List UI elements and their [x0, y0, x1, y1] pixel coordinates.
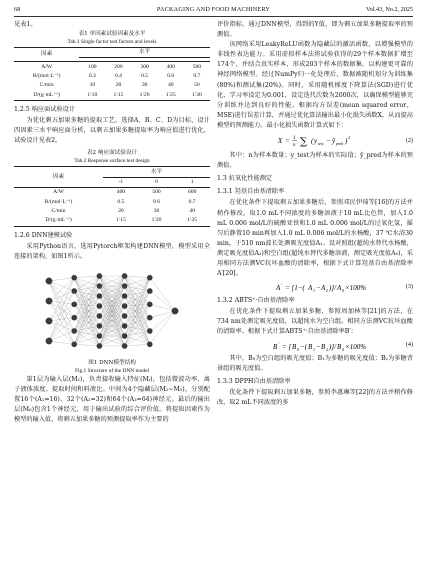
network-node	[97, 303, 102, 308]
svg-text:y: y	[314, 137, 318, 146]
svg-text:B: B	[337, 342, 342, 351]
network-node	[46, 278, 52, 284]
svg-text:×100%: ×100%	[345, 342, 367, 351]
equation-4	[217, 340, 413, 352]
table-row: C/min 10 20 30 40 50	[39, 82, 200, 89]
network-edge	[125, 276, 150, 278]
right-para-2: 该网络采用LeakyReLU函数为隐藏层的激活函数，以增强模型的非线性表达能力。采用虚拟样本法将试验获得的29个样本数据扩增至174个，并结合真实样本，形成203个样本的数据集。以构建更可靠的神经网络模型。经过NumPy归一化处理后，数据被随机划分为训练集(80%)和测试集(20%)。同时，采用随机梯度下降算法(SGD)进行优化，学习率设定为0.001，设定迭代次数为2000次，以确保模型能够充分训练并达到良好的性能。根据均方误差(mean squared error，MSE)进行误差计算，并通过优化算法输出最小化损失函数X，从而提高模型的预测能力。最小化损失函数计算式如下：	[217, 41, 413, 129]
network-edge	[49, 318, 74, 321]
table2: 因素 水平 -1 0 1 A/W 400 500 600 B/(mol·L⁻¹) 0.5 0.6 0.7 C/min 20 30 40 D/(g·mL⁻¹) 1∶15 1∶20 1∶25	[14, 166, 210, 226]
equation-3-number: (3)	[405, 283, 413, 291]
mse-formula	[260, 133, 370, 149]
table2-caption: 表2 响应面试验设计	[86, 150, 138, 157]
network-node	[97, 323, 102, 328]
svg-text:): )	[345, 137, 348, 146]
network-node	[46, 318, 52, 324]
network-edge	[49, 321, 74, 344]
network-node	[122, 343, 127, 348]
svg-text:−: −	[316, 342, 321, 351]
section-1-2-6-heading: 1.2.6 DNN建模试验	[14, 231, 73, 239]
section-1-3-3-heading: 1.3.3 DPPH自由基清除率	[217, 377, 291, 385]
network-node	[147, 275, 152, 280]
svg-text:′: ′	[278, 342, 280, 348]
network-node	[72, 275, 77, 280]
network-node	[122, 303, 127, 308]
network-node	[147, 302, 152, 307]
dnn-structure-figure	[37, 265, 187, 357]
right-para-7: 优化条件下提取剩五加果多糖，参照李惠琳等[22]的方法并稍作修改，取2 mL不同浓度的多	[217, 388, 413, 406]
table1-caption-en: Tab.1 Single factor test factors and levels	[67, 39, 157, 46]
section-1-2-5-text: 为优化剩五加果多糖的提取工艺，选择A、B、C、D为目标，设计四因素三水平响应面分析，以剩五加果多糖提取率为响应值进行优化，试验设计见表2。	[14, 117, 210, 145]
table1-level-header: 水平	[79, 48, 210, 58]
network-edge	[125, 304, 150, 306]
network-node	[97, 333, 102, 338]
network-edge	[150, 278, 175, 311]
network-node	[97, 343, 102, 348]
svg-text:pred: pred	[336, 141, 344, 147]
svg-text:0: 0	[342, 288, 344, 294]
page-number: 68	[14, 6, 21, 13]
network-edge	[74, 286, 99, 331]
network-edge	[49, 278, 74, 301]
svg-text:A: A	[276, 284, 281, 293]
svg-text:B: B	[273, 342, 278, 351]
network-node	[147, 342, 152, 347]
svg-text:2: 2	[326, 288, 328, 294]
svg-text:2: 2	[326, 346, 328, 352]
right-para-5: 在优化条件下提取剩五加果多糖，参照周加林等[21]的方法，在734 nm处测定吸光度值，以超纯水为空白组。相同方法测VC抗坏血酸的清除率。根据下式计算ABTS⁺·自由基清除率B′：	[217, 308, 413, 336]
network-edge	[150, 304, 175, 311]
network-edge	[49, 341, 74, 344]
volume-info: Vol.43, No.2, 2025	[366, 6, 413, 13]
svg-text:2: 2	[348, 135, 351, 141]
svg-text:−(: −(	[300, 342, 308, 351]
network-node	[46, 298, 52, 304]
network-node	[72, 315, 77, 320]
abts-formula	[267, 340, 367, 352]
svg-text:A: A	[337, 284, 342, 293]
network-node	[147, 288, 152, 293]
network-edge	[74, 344, 99, 346]
network-node	[72, 342, 77, 347]
network-edge	[49, 278, 74, 281]
svg-text:)]/: )]/	[329, 284, 336, 293]
table-row: D/(g·mL⁻¹) 1∶10 1∶15 1∶20 1∶25 1∶30	[14, 91, 210, 101]
network-node	[147, 315, 152, 320]
right-column	[217, 20, 413, 408]
network-edge	[49, 291, 74, 341]
network-edge	[74, 276, 99, 278]
svg-text:(: (	[311, 137, 314, 146]
section-1-3-1-heading: 1.3.1 羟基自由基清除率	[217, 188, 285, 196]
network-edge	[125, 291, 150, 336]
network-edge	[49, 304, 74, 341]
svg-text:B: B	[308, 342, 313, 351]
section-1-2-6-text: 采用Python语言，选用Pytorch框架构建DNN模型，模型采用全连接的架构，如图1所示。	[14, 242, 210, 260]
hydroxyl-formula	[270, 281, 367, 294]
network-edge	[74, 276, 99, 318]
svg-text:n: n	[293, 143, 296, 149]
left-column	[14, 20, 210, 425]
svg-text:ŷ: ŷ	[332, 137, 336, 146]
network-node	[122, 323, 127, 328]
network-edge	[150, 311, 175, 344]
network-edge	[150, 311, 175, 331]
table1-factor-header: 因素	[14, 48, 79, 62]
table2-caption-en: Tab.2 Response surface test design	[74, 158, 150, 165]
svg-text:test: test	[318, 141, 324, 147]
equation-2-number: (2)	[405, 137, 413, 145]
svg-text:)]/: )]/	[329, 342, 336, 351]
svg-text:−: −	[326, 137, 331, 146]
svg-text:0: 0	[297, 346, 299, 352]
network-edge	[125, 316, 150, 318]
intro-line: 见表1。	[14, 21, 37, 28]
svg-text:A: A	[321, 284, 326, 293]
table-row: B/(mol·L⁻¹) 0.3 0.4 0.5 0.6 0.7	[32, 73, 201, 80]
table1	[14, 47, 210, 101]
table-row: A/W 100 200 300 400 500	[41, 63, 202, 70]
section-1-2-5-heading: 1.2.5 响应面试验设计	[14, 105, 76, 113]
svg-text:B: B	[321, 342, 326, 351]
network-edge	[74, 304, 99, 306]
svg-text:0: 0	[342, 346, 344, 352]
svg-text:−: −	[316, 284, 321, 293]
network-edge	[49, 318, 74, 341]
table-row: B/(mol·L⁻¹) 0.5 0.6 0.7	[44, 198, 196, 205]
dnn-network-diagram	[37, 265, 187, 357]
section-1-3-heading: 1.3 抗氧化性能测定	[217, 175, 273, 183]
network-edge	[49, 278, 74, 321]
figure1-caption-en: Fig.1 Structure of the DNN model	[75, 367, 149, 374]
network-node	[122, 333, 127, 338]
network-edge	[125, 304, 150, 346]
svg-text:A: A	[308, 284, 313, 293]
equation-4-number: (4)	[405, 341, 413, 349]
svg-text:×100%: ×100%	[345, 284, 367, 293]
figure1-caption: 图1 DNN模型结构	[88, 359, 136, 366]
svg-text:X: X	[278, 137, 283, 146]
network-node	[97, 293, 102, 298]
svg-text:=: =	[285, 137, 290, 146]
running-header	[14, 6, 413, 16]
table-row: A/W 400 500 600	[53, 189, 197, 196]
svg-text:1: 1	[313, 346, 315, 352]
network-edge	[49, 281, 74, 304]
svg-text:B: B	[292, 342, 297, 351]
right-para-1: 评价指标。通过DNN模型，得到的Y值，即为剩五加果多糖提取率的预测值。	[217, 21, 413, 39]
table2-level-header: 水平	[103, 167, 210, 177]
network-node	[97, 273, 102, 278]
right-para-4: 在优化条件下提取剩五加果多糖后，参照邓民伊琦等[16]的方法并稍作修改。取1.0 mL不同浓度的多糖溶液于10 mL比色管，加入1.0 mL 0.006 mol/L的硫酸亚铁和1.0 mL 0.006 mol/L的过氧化氢，摇匀后静置10 min再加入1.0 mL 0.006 mol/L的水杨酸，37 ℃水浴30 min，于510 nm波长处测吸光度值A₁。设对照组(超纯水替代水杨酸，测定吸光度值A₂)和空白组(超纯水替代多糖溶液，测定吸光度值A₀)，采用相同方法测VC抗坏血酸的清除率，根据下式计算羟基自由基清除率A′[20]。	[217, 199, 413, 278]
network-node	[122, 293, 127, 298]
network-node	[122, 273, 127, 278]
network-node	[72, 328, 77, 333]
right-para-6: 其中，B₀为空白组的吸光度值；B₁为多糖的吸光度值；B₂为多糖背景组的吸光度值。	[217, 354, 413, 372]
network-edge	[74, 316, 99, 318]
network-edge	[49, 291, 74, 321]
table2-factor-header: 因素	[14, 167, 103, 188]
network-node	[172, 308, 178, 314]
network-edge	[150, 291, 175, 311]
network-edge	[150, 311, 175, 318]
network-node	[122, 283, 127, 288]
section-1-3-2-heading: 1.3.2 ABTS⁺·自由基清除率	[217, 297, 295, 305]
svg-text:1: 1	[313, 288, 315, 294]
network-edge	[125, 344, 150, 346]
svg-text:= [1−(: = [1−(	[285, 284, 305, 293]
svg-text:′: ′	[281, 284, 283, 290]
table-row: D/(g·mL⁻¹) 1∶15 1∶20 1∶25	[14, 216, 210, 226]
network-edge	[49, 301, 74, 304]
svg-text:1: 1	[293, 136, 296, 142]
network-edge	[74, 296, 99, 331]
svg-text:∑: ∑	[300, 136, 308, 148]
network-node	[72, 302, 77, 307]
journal-title: PACKAGING AND FOOD MACHINERY	[156, 6, 271, 13]
equation-3	[217, 281, 413, 293]
right-para-3: 其中：n为样本数量；y_test为样本的实际值；ŷ_pred为样本的预测值。	[217, 152, 413, 170]
network-node	[46, 338, 52, 344]
network-node	[122, 313, 127, 318]
network-edge	[49, 278, 74, 341]
network-edge	[125, 291, 150, 326]
network-node	[72, 288, 77, 293]
network-node	[147, 328, 152, 333]
table1-caption: 表1 单因素试验因素及水平	[78, 31, 146, 38]
header-rule	[14, 16, 413, 17]
network-edge	[49, 304, 74, 321]
layers-description: 第1层为输入层(M₁)，负责接收输入特征(Mᵢ)，包括微波功率、离子液体浓度、提取时间和料液比。中间为4个隐藏层(M₂~M₅)，分别配置16个(A₁=16)、32个(A₂=32)和64个(A₃=64)神经元。最后的输出层(M₆)包含1个神经元，用于输出试验的综合评价值。将提取因素作为模型的输入值，将剩五加果多糖的预测提取率作为主要的	[14, 375, 210, 424]
table-row: C/min 20 30 40	[51, 208, 195, 215]
network-node	[97, 283, 102, 288]
network-node	[97, 313, 102, 318]
svg-text:= [: = [	[282, 342, 292, 351]
equation-2	[217, 133, 413, 149]
